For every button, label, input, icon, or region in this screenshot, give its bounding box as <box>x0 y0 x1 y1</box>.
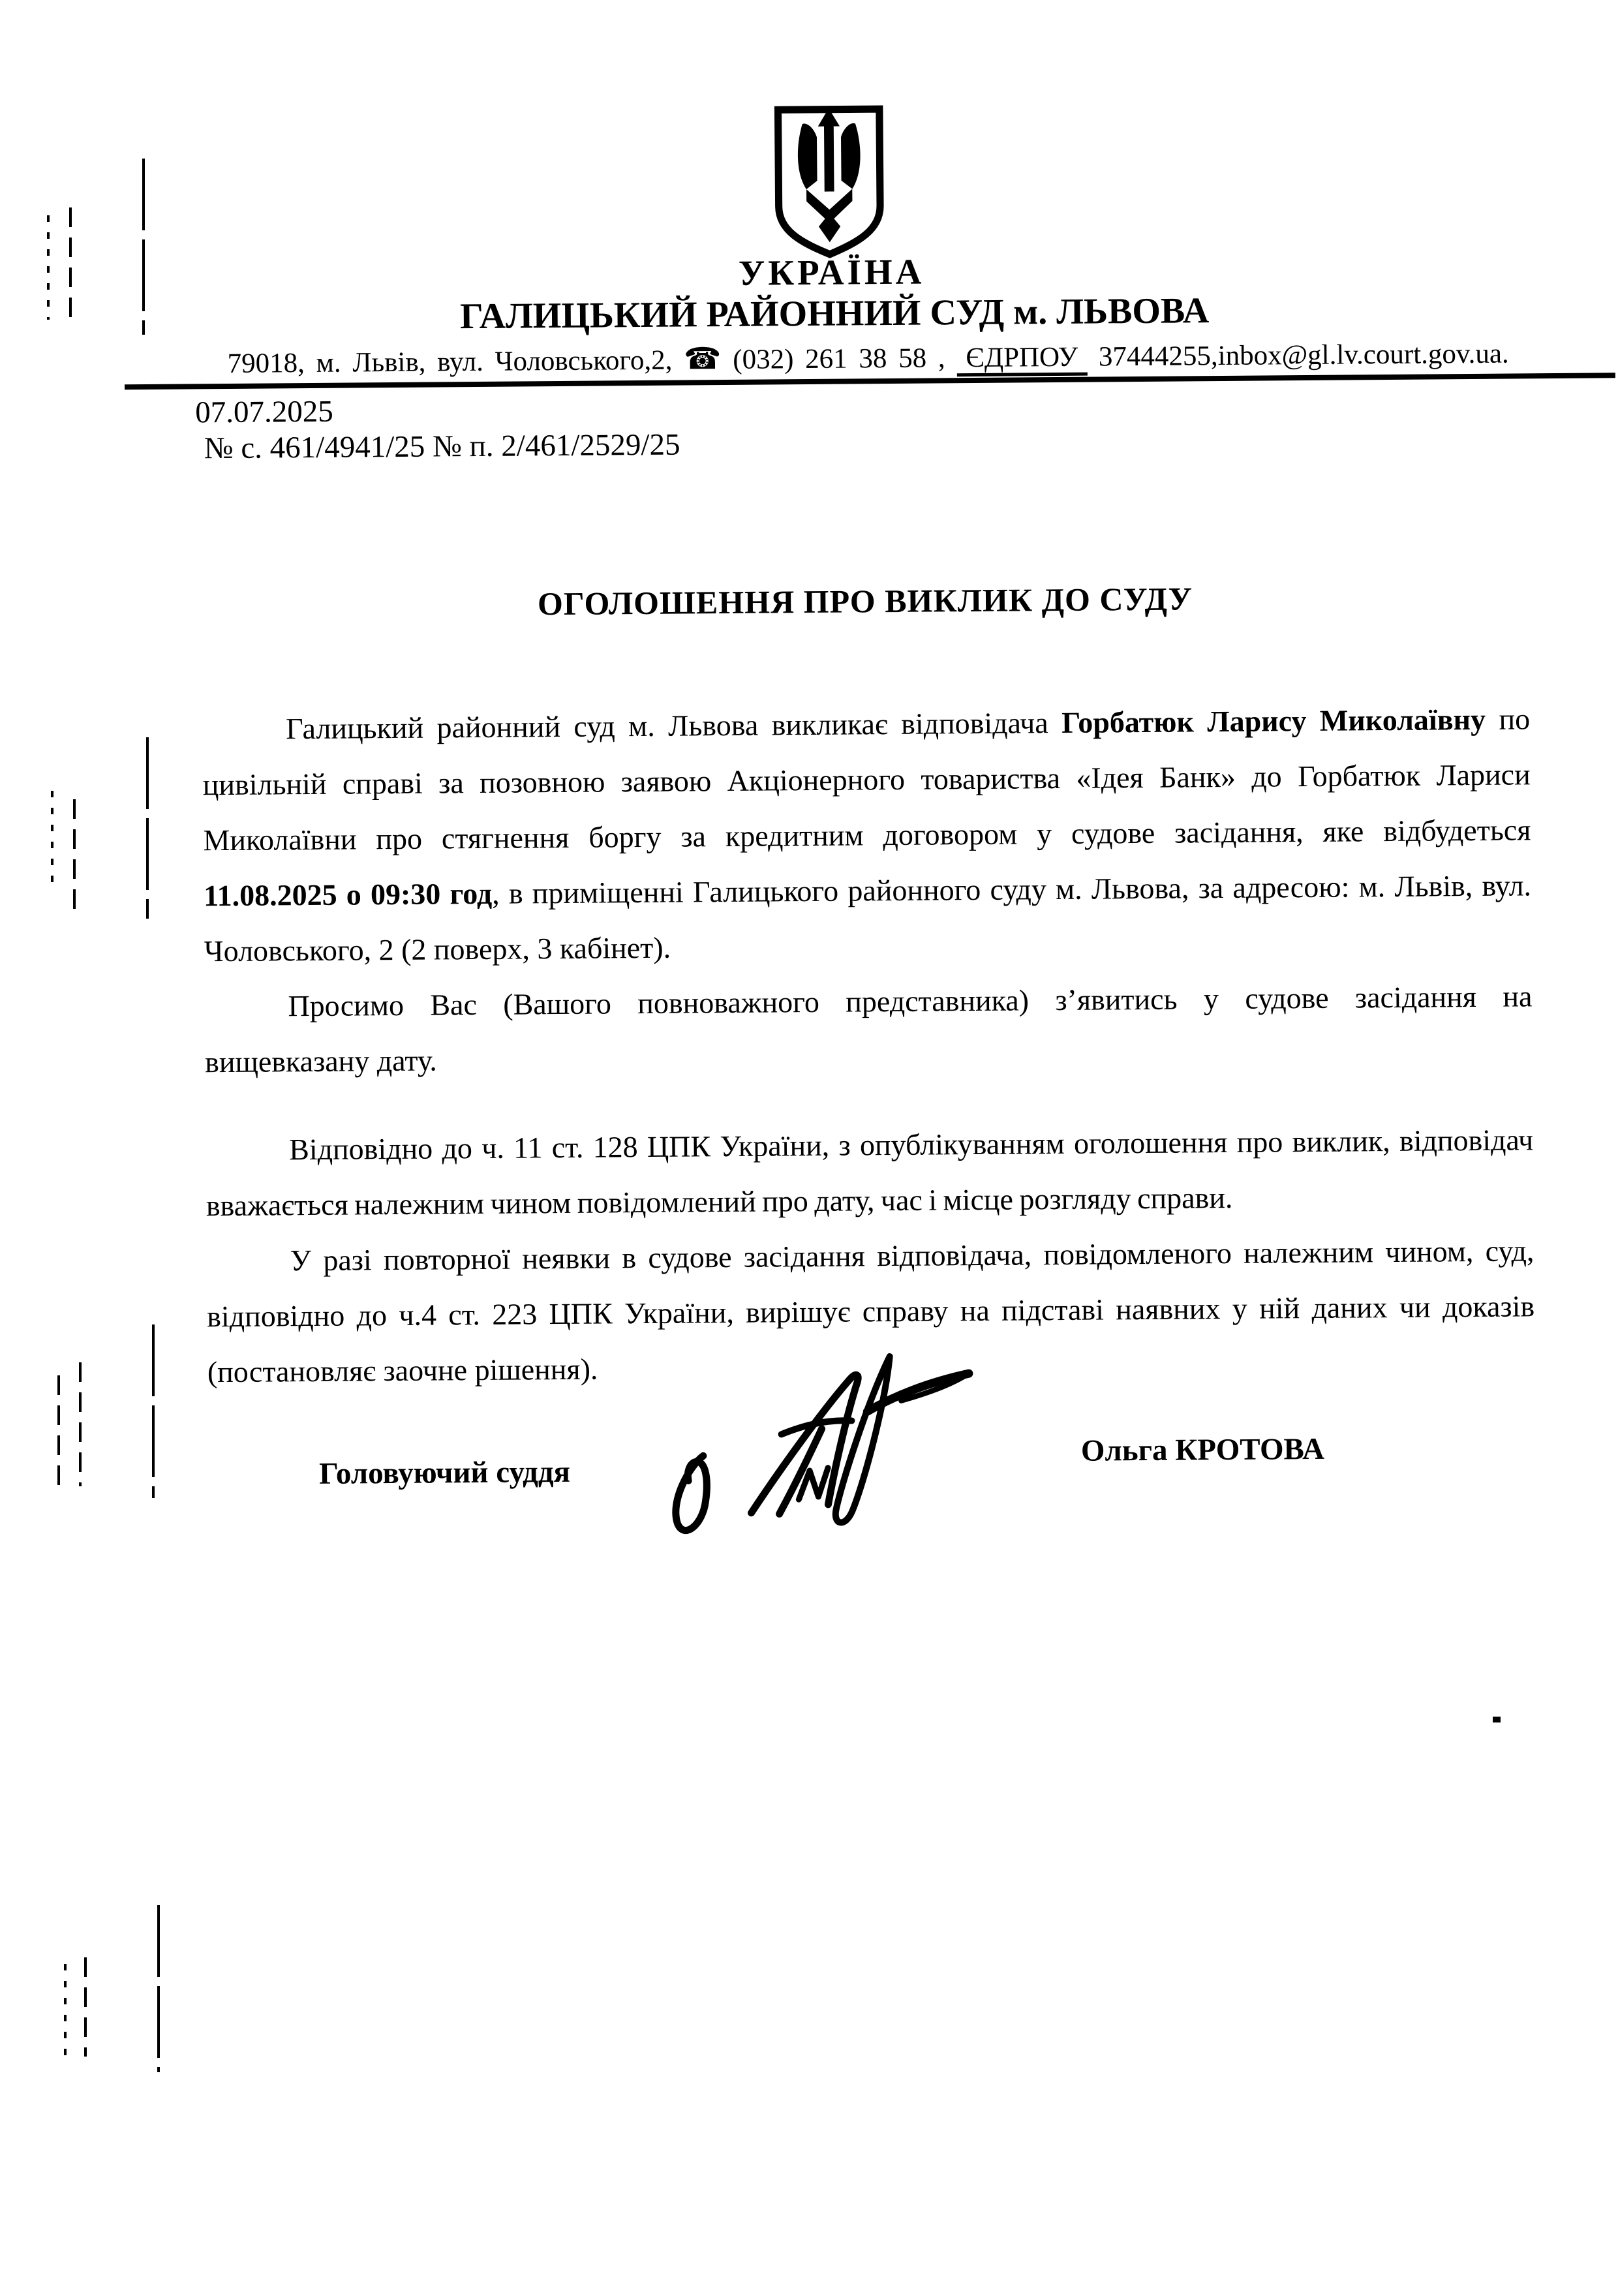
paragraph-legal-notice: Відповідно до ч. 11 ст. 128 ЦПК України, з опублікуванням оголошення про виклик, відповідач вважається належним чином повідомлений про дату, час і місце розгляду справи. <box>206 1123 1534 1223</box>
court-contact-line <box>121 333 1615 380</box>
judge-name: Ольга КРОТОВА <box>1080 1431 1325 1468</box>
phone-icon: ☎ <box>683 342 722 376</box>
country-name: УКРАЇНА <box>738 251 925 293</box>
judge-signature <box>656 1348 979 1546</box>
document-title: ОГОЛОШЕННЯ ПРО ВИКЛИК ДО СУДУ <box>537 580 1193 622</box>
paragraph-summons <box>202 691 1532 979</box>
paragraph-consequences: У разі повторної неявки в судове засідання відповідача, повідомленого належним чином, суд, відповідно до ч.4 ст. 223 ЦПК України, вирішує справу на підставі наявних у ній даних чи доказів (постановляє заочне рішення). <box>206 1234 1535 1389</box>
judge-role-label: Головуючий суддя <box>318 1454 571 1491</box>
defendant-name: Горбатюк Ларису Миколаївну <box>1061 702 1486 739</box>
paragraph-request: Просимо Вас (Вашого повноважного представника) з’явитись у судове засідання на вищевказану дату. <box>204 979 1533 1079</box>
hearing-datetime: 11.08.2025 о 09:30 год <box>203 876 493 913</box>
court-phone: (032) 261 38 58 , <box>733 343 945 375</box>
paragraph-run: по цивільній справі за позовною заявою Акціонерного товариства «Ідея Банк» до Горбатюк Лариси Миколаївни про стягнення боргу за кредитним договором у судове засідання, яке відбудеться <box>202 702 1531 857</box>
document-body <box>202 691 1535 1400</box>
court-email: inbox@gl.lv.court.gov.ua. <box>1217 338 1509 372</box>
paragraph-run: , в приміщенні Галицького районного суду м. Львова, за адресою: м. Львів, вул. Чоловського, 2 (2 поверх, 3 кабінет). <box>204 868 1532 968</box>
document-date: 07.07.2025 <box>195 394 333 430</box>
case-numbers: № с. 461/4941/25 № п. 2/461/2529/25 <box>204 427 680 466</box>
court-name: ГАЛИЦЬКИЙ РАЙОННИЙ СУД м. ЛЬВОВА <box>459 290 1210 337</box>
edrpou-value: 37444255, <box>1098 341 1218 373</box>
paragraph-run: Галицький районний суд м. Львова викликає відповідача <box>285 705 1062 746</box>
court-address: 79018, м. Львів, вул. Чоловського,2, <box>227 344 673 379</box>
edrpou-label: ЄДРПОУ <box>956 342 1087 377</box>
ukraine-trident-emblem-icon <box>769 104 891 260</box>
